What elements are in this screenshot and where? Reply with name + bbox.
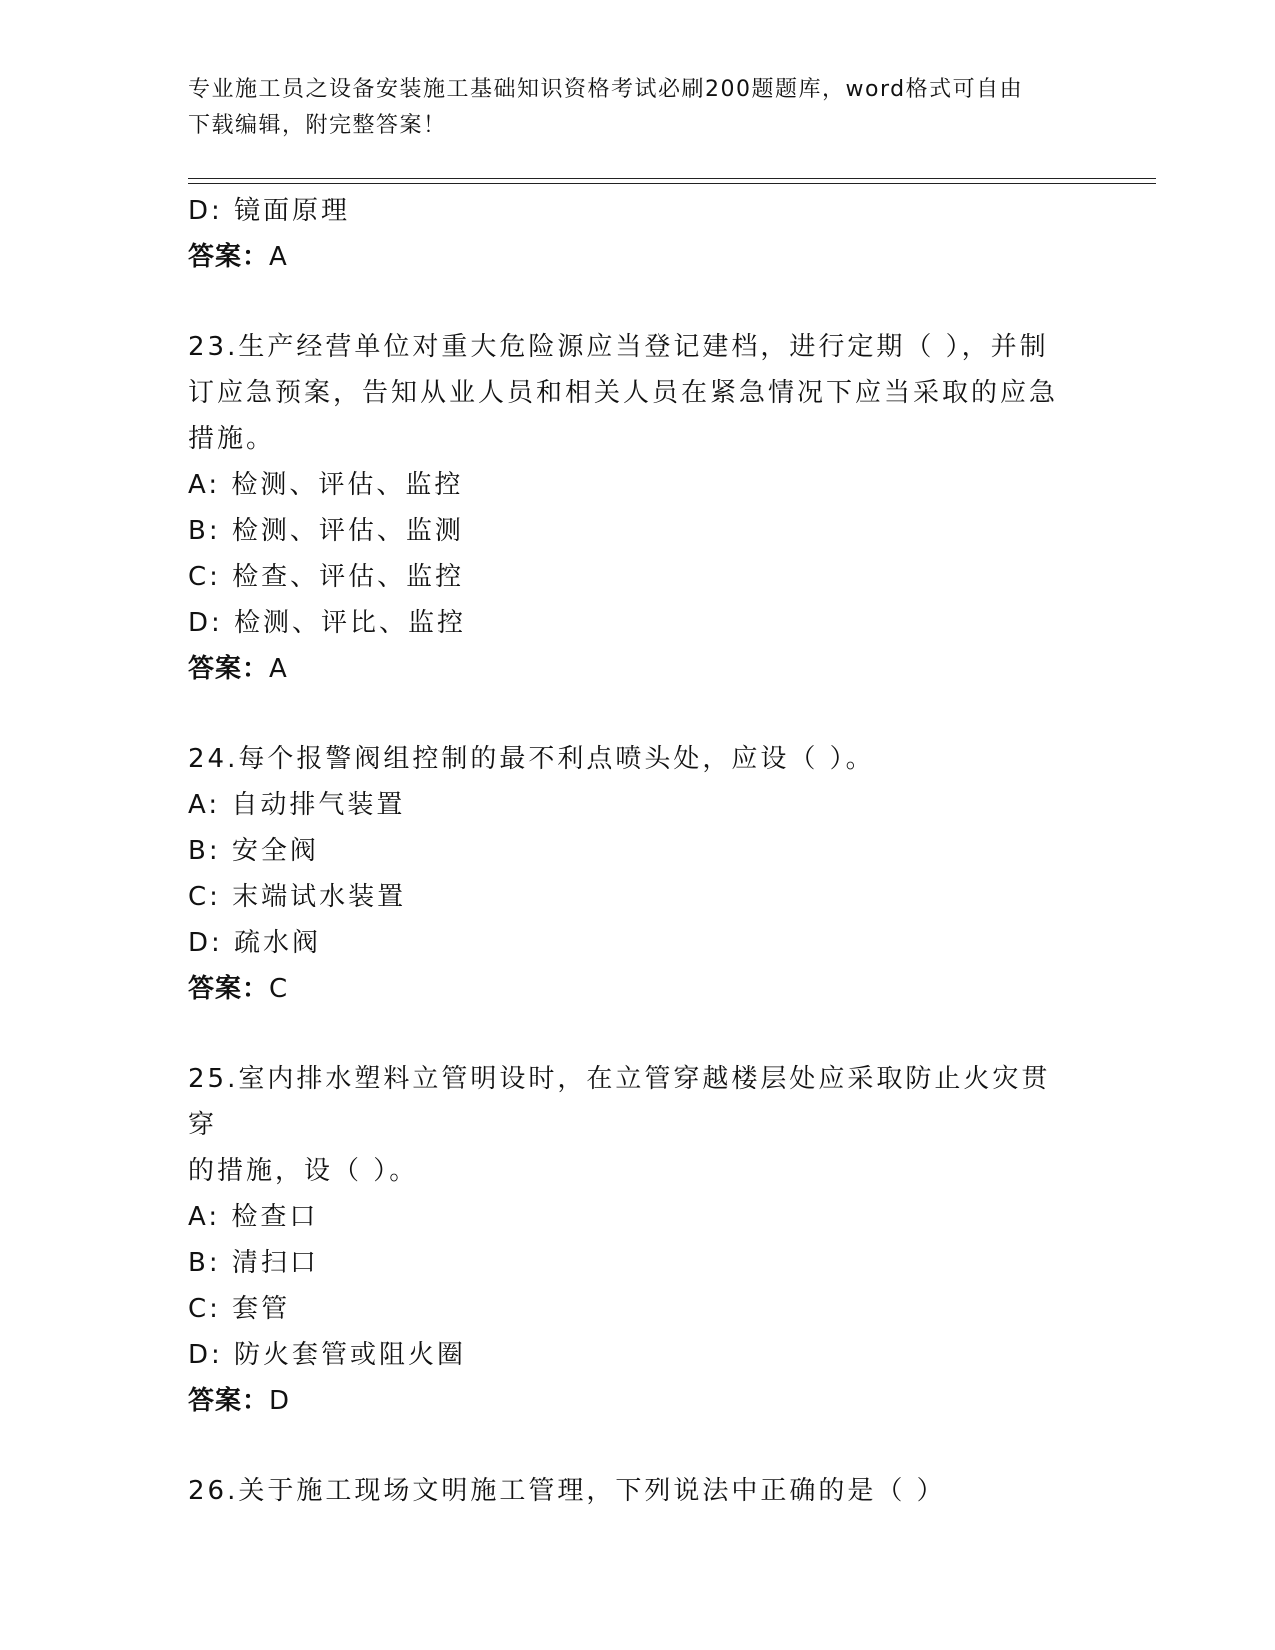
spacer — [188, 692, 1088, 736]
option-a: A: 检查口 — [188, 1202, 319, 1232]
stem-line: 23.生产经营单位对重大危险源应当登记建档，进行定期（ ），并制 — [188, 332, 1049, 362]
answer-label: 答案： — [188, 654, 270, 684]
question-stem — [188, 736, 1068, 782]
option-d: D: 检测、评比、监控 — [188, 608, 467, 638]
option-b: B: 安全阀 — [188, 836, 319, 866]
stem-line: 26.关于施工现场文明施工管理，下列说法中正确的是（ ） — [188, 1476, 946, 1506]
question-25 — [188, 1056, 1088, 1424]
header-divider-top — [188, 178, 1156, 179]
option-d: D: 疏水阀 — [188, 928, 322, 958]
answer-value: A — [269, 242, 288, 272]
option-a: A: 自动排气装置 — [188, 790, 406, 820]
answer-label: 答案： — [188, 1386, 270, 1416]
answer-label: 答案： — [188, 974, 270, 1004]
option-a: A: 检测、评估、监控 — [188, 470, 464, 500]
option-d: D: 镜面原理 — [188, 196, 351, 226]
stem-line: 订应急预案，告知从业人员和相关人员在紧急情况下应当采取的应急 — [188, 378, 1059, 408]
answer-label: 答案： — [188, 242, 270, 272]
answer-value: A — [269, 654, 288, 684]
option-c: C: 末端试水装置 — [188, 882, 407, 912]
question-stem — [188, 1468, 1068, 1514]
question-26 — [188, 1468, 1088, 1514]
option-c: C: 检查、评估、监控 — [188, 562, 465, 592]
answer-line — [188, 646, 1088, 692]
question-stem — [188, 1056, 1068, 1194]
header-line-2: 下载编辑，附完整答案！ — [188, 113, 447, 138]
stem-line: 25.室内排水塑料立管明设时，在立管穿越楼层处应采取防止火灾贯穿 — [188, 1064, 1051, 1140]
question-stem — [188, 324, 1068, 462]
header-line-1: 专业施工员之设备安装施工基础知识资格考试必刷200题题库，word格式可自由 — [188, 77, 1024, 102]
spacer — [188, 1012, 1088, 1056]
document-body — [188, 188, 1088, 1514]
answer-value: D — [269, 1386, 291, 1416]
option-b: B: 清扫口 — [188, 1248, 319, 1278]
spacer — [188, 1424, 1088, 1468]
option-d: D: 防火套管或阻火圈 — [188, 1340, 467, 1370]
question-fragment-previous — [188, 188, 1088, 280]
option-b: B: 检测、评估、监测 — [188, 516, 464, 546]
stem-line: 的措施，设（ ）。 — [188, 1156, 419, 1186]
answer-line — [188, 1378, 1088, 1424]
answer-value: C — [269, 974, 289, 1004]
document-header — [188, 72, 1068, 144]
spacer — [188, 280, 1088, 324]
question-24 — [188, 736, 1088, 1012]
option-c: C: 套管 — [188, 1294, 291, 1324]
answer-line — [188, 966, 1088, 1012]
stem-line: 措施。 — [188, 424, 276, 454]
stem-line: 24.每个报警阀组控制的最不利点喷头处，应设（ ）。 — [188, 744, 875, 774]
header-divider-bottom — [188, 183, 1156, 184]
question-23 — [188, 324, 1088, 692]
answer-line — [188, 234, 1088, 280]
